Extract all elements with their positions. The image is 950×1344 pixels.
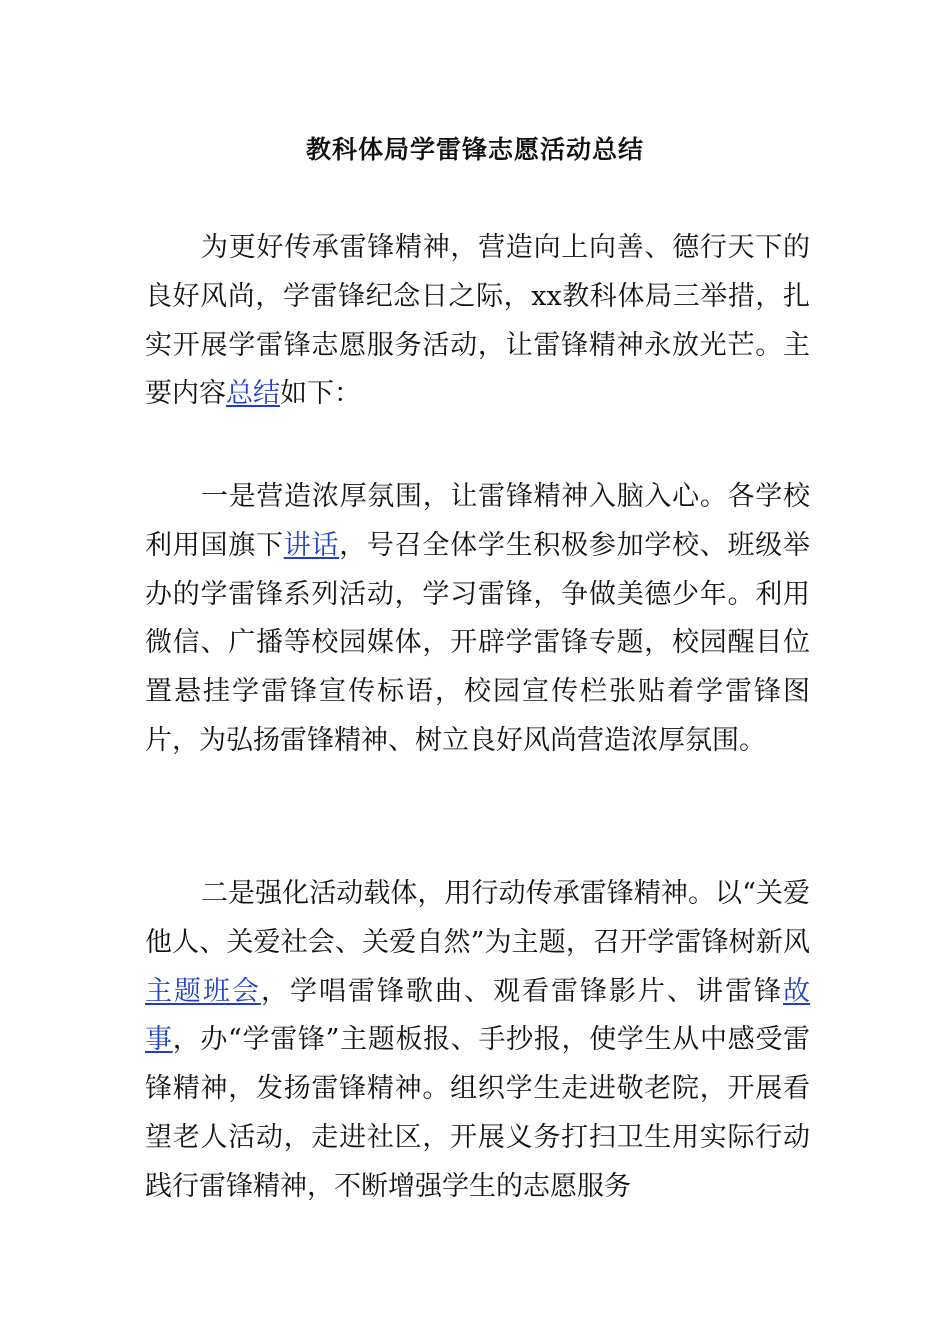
link-theme-class-meeting[interactable]: 主题班会 <box>145 975 261 1007</box>
paragraph-text: ，号召全体学生积极参加学校、班级举办的学雷锋系列活动，学习雷锋，争做美德少年。利用微信、广播等校园媒体，开辟学雷锋专题，校园醒目位置悬挂学雷锋宣传标语，校园宣传栏张贴着学雷锋图片，为弘扬雷锋精神、树立良好风尚营造浓厚氛围。 <box>145 529 811 756</box>
paragraph-two <box>145 870 810 1212</box>
paragraph-text: 如下： <box>280 378 361 410</box>
link-summary[interactable]: 总结 <box>226 378 280 410</box>
document-title: 教科体局学雷锋志愿活动总结 <box>305 135 644 164</box>
link-story[interactable]: 故事 <box>145 975 810 1056</box>
paragraph-text: ，办“学雷锋”主题板报、手抄报，使学生从中感受雷锋精神，发扬雷锋精神。组织学生走进敬老院，开展看望老人活动，走进社区，开展义务打扫卫生用实际行动践行雷锋精神，不断增强学生的志愿服务 <box>145 1024 811 1202</box>
paragraph-one <box>145 473 810 766</box>
paragraph-text: ，学唱雷锋歌曲、观看雷锋影片、讲雷锋 <box>261 975 783 1007</box>
link-speech[interactable]: 讲话 <box>283 529 340 561</box>
paragraph-text: 二是强化活动载体，用行动传承雷锋精神。以“关爱他人、关爱社会、关爱自然”为主题，召开学雷锋树新风 <box>145 878 810 958</box>
paragraph-intro <box>145 224 810 419</box>
paragraph-text: 一是营造浓厚氛围，让雷锋精神入脑入心。各学校利用国旗下 <box>145 481 810 561</box>
paragraph-text: 为更好传承雷锋精神，营造向上向善、德行天下的良好风尚，学雷锋纪念日之际，xx教科体局三举措，扎实开展学雷锋志愿服务活动，让雷锋精神永放光芒。主要内容 <box>145 232 810 410</box>
